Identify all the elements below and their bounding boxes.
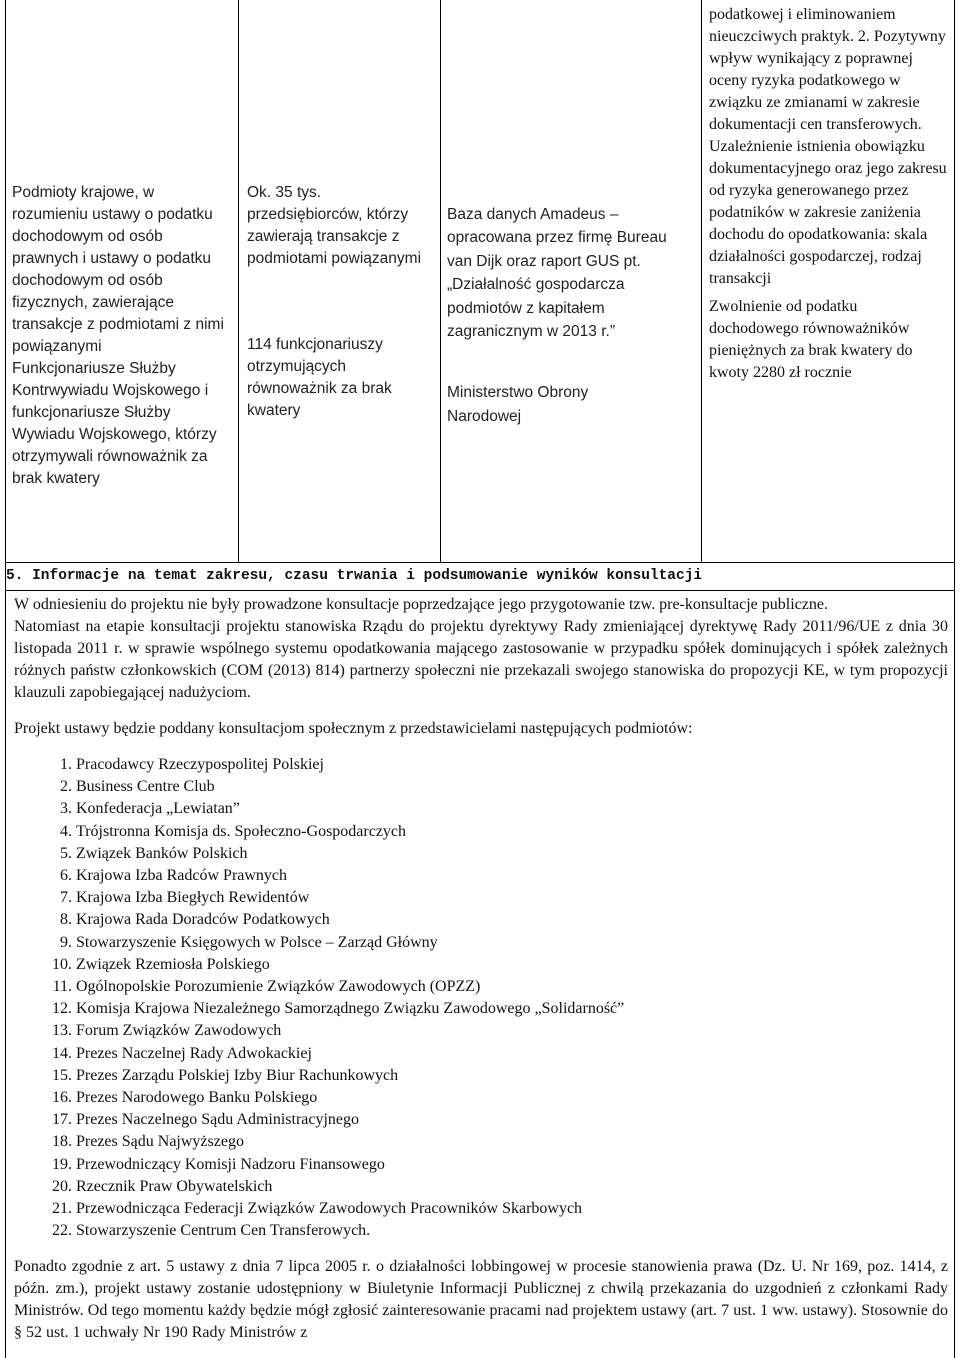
list-item: 20. Rzecznik Praw Obywatelskich	[76, 1176, 948, 1198]
list-item: 11. Ogólnopolskie Porozumienie Związków Zawodowych (OPZZ)	[76, 976, 948, 998]
list-item: 14. Prezes Naczelnej Rady Adwokackiej	[76, 1043, 948, 1065]
cell-wielkosc	[247, 182, 433, 422]
list-item: 10. Związek Rzemiosła Polskiego	[76, 954, 948, 976]
list-item: 22. Stowarzyszenie Centrum Cen Transferowych.	[76, 1220, 948, 1242]
cell-oddzialywanie	[709, 4, 949, 384]
row1-wielkosc: Ok. 35 tys. przedsiębiorców, którzy zawierają transakcje z podmiotami powiązanymi	[247, 184, 422, 267]
list-item: 3. Konfederacja „Lewiatan”	[76, 798, 948, 820]
row2-oddzialywanie: Zwolnienie od podatku dochodowego równoważników pieniężnych za brak kwatery do kwoty 2280 zł rocznie	[709, 298, 913, 381]
section-header: 5. Informacje na temat zakresu, czasu trwania i podsumowanie wyników konsultacji	[6, 568, 703, 584]
list-item: 6. Krajowa Izba Radców Prawnych	[76, 865, 948, 887]
list-item: 8. Krajowa Rada Doradców Podatkowych	[76, 909, 948, 931]
paragraph-consultation-intro: Projekt ustawy będzie poddany konsultacjom społecznym z przedstawicielami następujących podmiotów:	[14, 720, 693, 737]
paragraph-pre-consultations: W odniesieniu do projektu nie były prowadzone konsultacje poprzedzające jego przygotowanie tzw. pre-konsultacje publiczne.	[14, 596, 828, 613]
row1-zrodlo: Baza danych Amadeus – opracowana przez firmę Bureau van Dijk oraz raport GUS pt. „Działalność gospodarcza podmiotów z kapitałem zagranicznym w 2013 r.”	[447, 206, 667, 341]
table-border-right	[954, 0, 955, 1358]
table-divider-2	[440, 0, 441, 562]
row1-oddzialywanie: podatkowej i eliminowaniem nieuczciwych praktyk. 2. Pozytywny wpływ wynikający z poprawnej oceny ryzyka podatkowego w związku ze zmianami w zakresie dokumentacji cen transferowych. Uzależnienie istnienia obowiązku dokumentacyjnego oraz jego zakresu od ryzyka generowanego przez podatników w zakresie zaniżenia dochodu do opodatkowania: skala działalności gospodarczej, rodzaj transakcji	[709, 6, 947, 287]
paragraph-position: Natomiast na etapie konsultacji projektu stanowiska Rządu do projektu dyrektywy Rady zmieniającej dyrektywę Rady 2011/96/UE z dnia 30 listopada 2011 r. w sprawie wspólnego systemu opodatkowania mającego zastosowanie w przypadku spółek dominujących i spółek zależnych różnych państw członkowskich (COM (2013) 814) partnerzy społeczni nie przekazali swojego stanowiska do propozycji KE, w tym propozycji klauzuli zapobiegającej nadużyciom.	[14, 618, 948, 701]
row2-zrodlo: Ministerstwo Obrony Narodowej	[447, 384, 589, 425]
table-divider-3	[701, 0, 702, 562]
table-divider-1	[238, 0, 239, 562]
list-item: 16. Prezes Narodowego Banku Polskiego	[76, 1087, 948, 1109]
consultation-list	[14, 754, 948, 1242]
table-border-left	[5, 0, 6, 562]
list-item: 7. Krajowa Izba Biegłych Rewidentów	[76, 887, 948, 909]
list-item: 21. Przewodnicząca Federacji Związków Zawodowych Pracowników Skarbowych	[76, 1198, 948, 1220]
list-item: 2. Business Centre Club	[76, 776, 948, 798]
cell-zrodlo	[447, 203, 695, 428]
row2-podmiot: Funkcjonariusze Służby Kontrwywiadu Wojskowego i funkcjonariusze Służby Wywiadu Wojskowego, którzy otrzymywali równoważnik za brak kwatery	[12, 360, 217, 487]
cell-podmiot	[12, 182, 230, 490]
row1-podmiot: Podmioty krajowe, w rozumieniu ustawy o podatku dochodowym od osób prawnych i ustawy o podatku dochodowym od osób fizycznych, zawierające transakcje z podmiotami z nimi powiązanymi	[12, 184, 224, 355]
list-item: 13. Forum Związków Zawodowych	[76, 1020, 948, 1042]
list-item: 12. Komisja Krajowa Niezależnego Samorządnego Związku Zawodowego „Solidarność”	[76, 998, 948, 1020]
table-bottom-border	[5, 562, 954, 563]
section-border-left	[5, 562, 6, 1358]
list-item: 1. Pracodawcy Rzeczypospolitej Polskiej	[76, 754, 948, 776]
list-item: 19. Przewodniczący Komisji Nadzoru Finansowego	[76, 1154, 948, 1176]
list-item: 4. Trójstronna Komisja ds. Społeczno-Gospodarczych	[76, 821, 948, 843]
section-body	[14, 594, 948, 1344]
list-item: 18. Prezes Sądu Najwyższego	[76, 1131, 948, 1153]
paragraph-lobbying: Ponadto zgodnie z art. 5 ustawy z dnia 7 lipca 2005 r. o działalności lobbingowej w procesie stanowienia prawa (Dz. U. Nr 169, poz. 1414, z późn. zm.), projekt ustawy zostanie udostępniony w Biuletynie Informacji Publicznej z chwilą przekazania do uzgodnień z członkami Rady Ministrów. Od tego momentu każdy będzie mógł zgłosić zainteresowanie pracami nad projektem ustawy (art. 7 ust. 1 ww. ustawy). Stosownie do § 52 ust. 1 uchwały Nr 190 Rady Ministrów z	[14, 1258, 948, 1342]
list-item: 5. Związek Banków Polskich	[76, 843, 948, 865]
section-header-border	[5, 590, 954, 591]
list-item: 17. Prezes Naczelnego Sądu Administracyjnego	[76, 1109, 948, 1131]
list-item: 15. Prezes Zarządu Polskiej Izby Biur Rachunkowych	[76, 1065, 948, 1087]
list-item: 9. Stowarzyszenie Księgowych w Polsce – Zarząd Główny	[76, 932, 948, 954]
row2-wielkosc: 114 funkcjonariuszy otrzymujących równoważnik za brak kwatery	[247, 336, 392, 419]
